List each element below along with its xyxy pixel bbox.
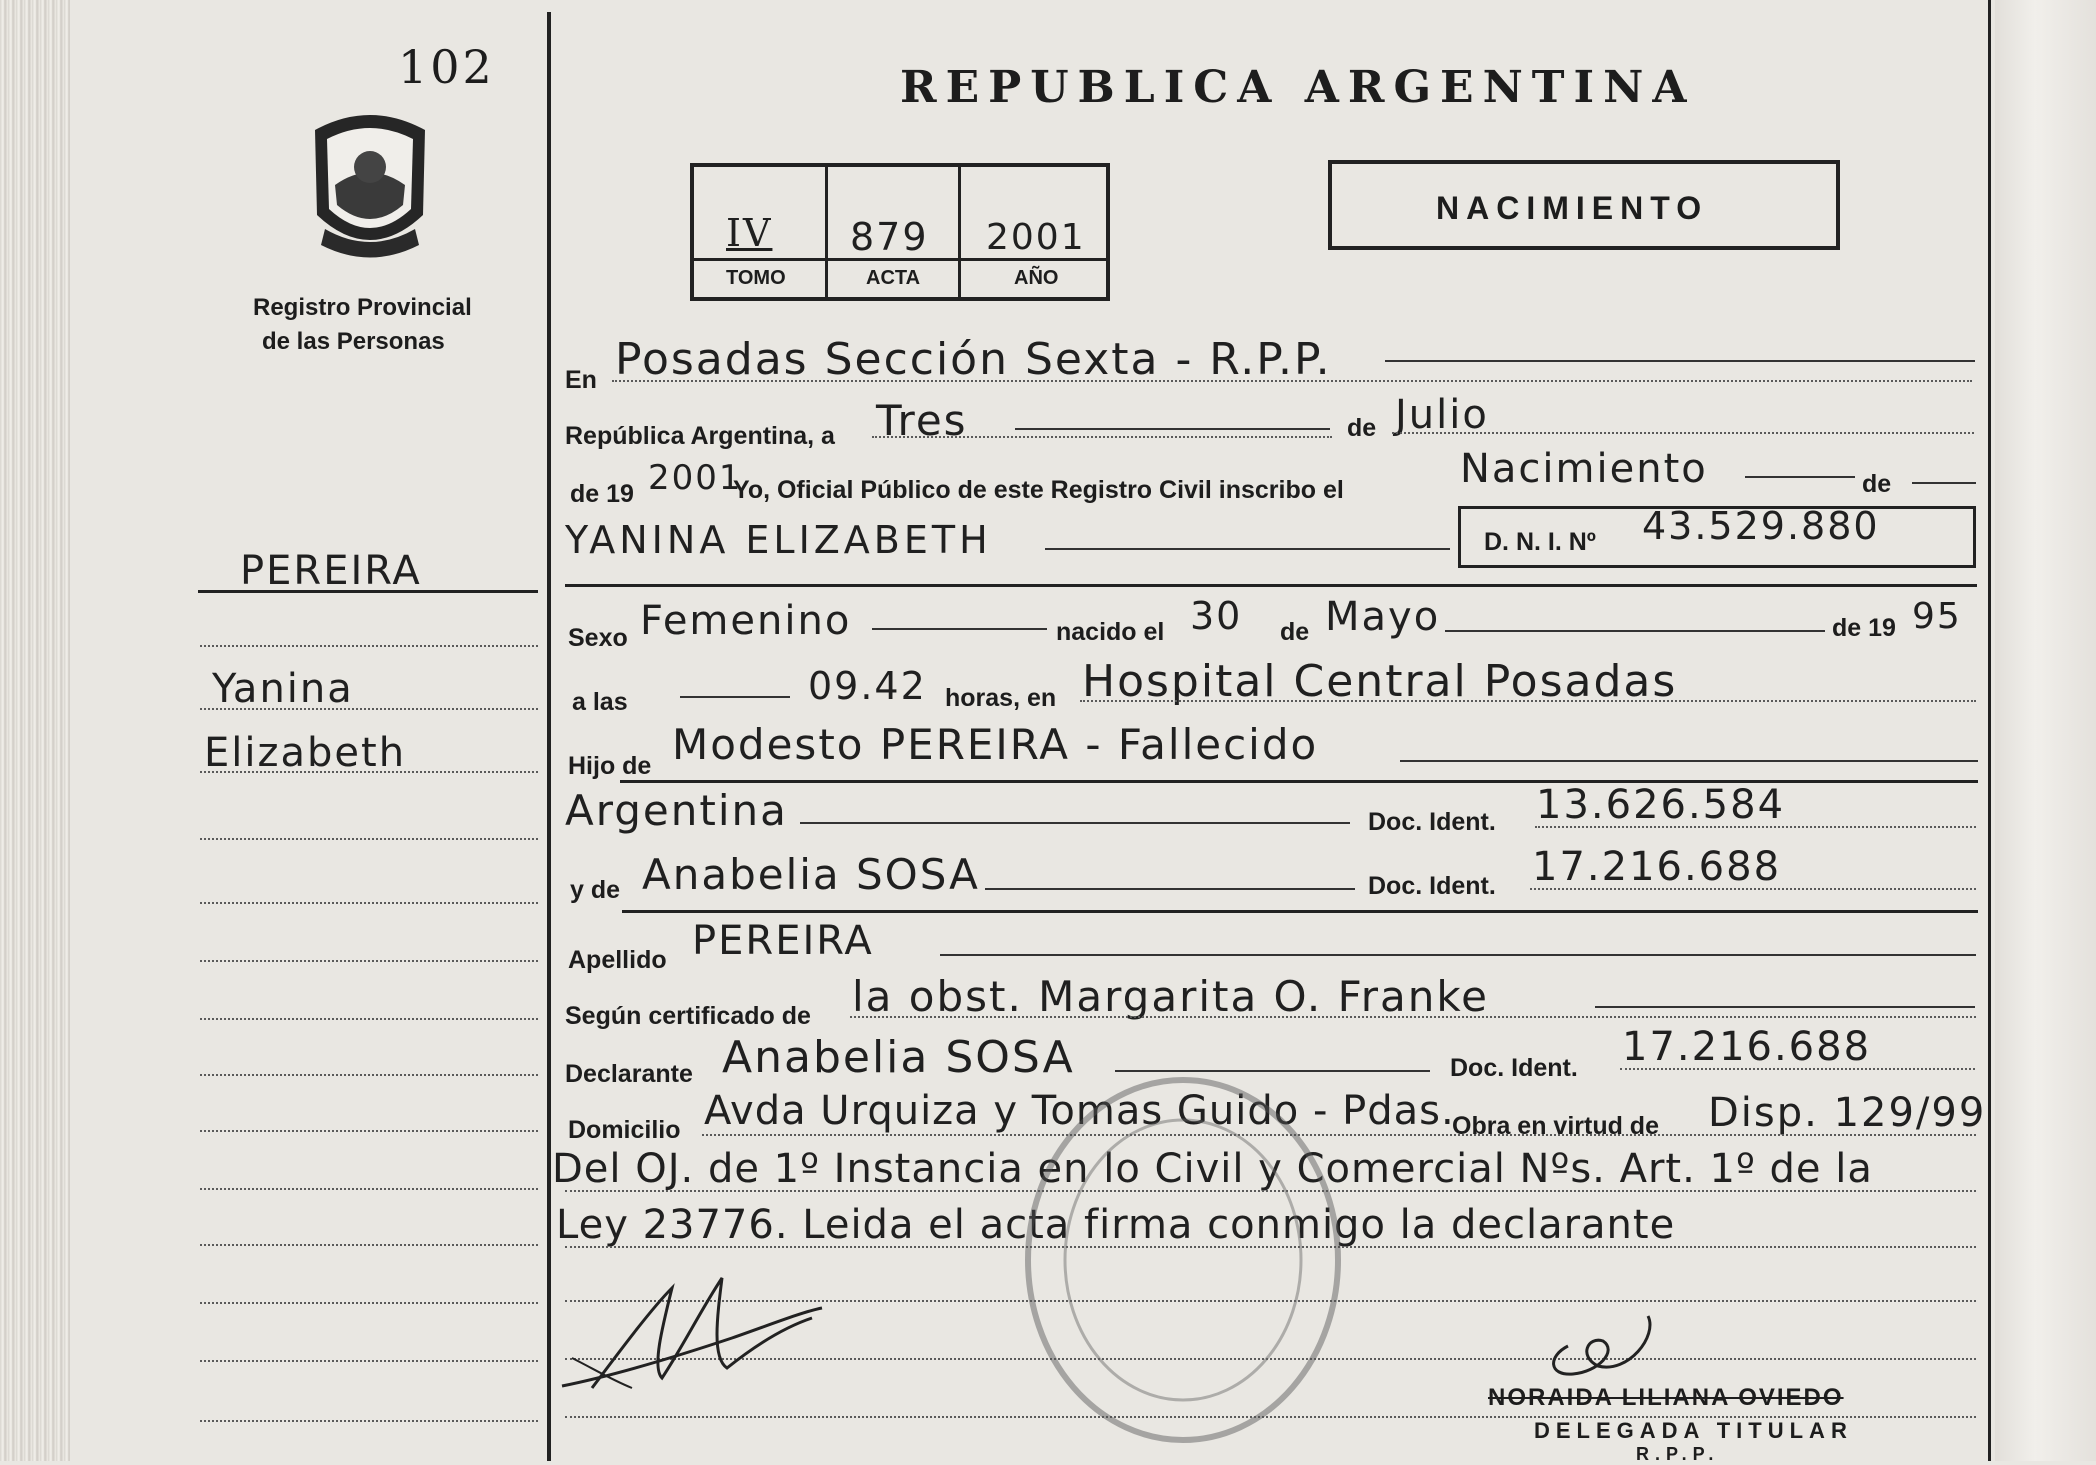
domicilio-value: Avda Urquiza y Tomas Guido - Pdas. (704, 1088, 1455, 1134)
officer-name: NORAIDA LILIANA OVIEDO (1488, 1384, 1844, 1411)
tomo-value: IV (726, 211, 773, 255)
certificado-line (850, 1016, 1976, 1018)
en-label: En (565, 366, 597, 394)
mother-value: Anabelia SOSA (642, 850, 980, 899)
horas-label: horas, en (945, 684, 1057, 712)
doc-label-3: Doc. Ident. (1450, 1054, 1578, 1082)
doc-label-2: Doc. Ident. (1368, 872, 1496, 900)
book-page-edges (0, 0, 70, 1461)
dni-label: D. N. I. Nº (1484, 528, 1596, 556)
place-value: Posadas Sección Sexta - R.P.P. (615, 334, 1332, 385)
margin-surname: PEREIRA (240, 548, 422, 594)
right-border-line (1988, 0, 1991, 1461)
de-label-3: de (1280, 618, 1310, 646)
margin-ruled-line (200, 708, 538, 710)
sexo-value: Femenino (640, 598, 852, 644)
doc-label-1: Doc. Ident. (1368, 808, 1496, 836)
de-fill-line (1912, 482, 1976, 484)
margin-ruled-line (200, 902, 538, 904)
nationality-fill-line (800, 822, 1350, 824)
de-label-2: de (1862, 470, 1892, 498)
birth-year-value: 95 (1912, 596, 1962, 637)
domicilio-label: Domicilio (568, 1116, 681, 1144)
birth-time-value: 09.42 (808, 664, 927, 708)
dni-value: 43.529.880 (1642, 504, 1880, 548)
certificado-fill-line (1595, 1006, 1975, 1008)
margin-ruled-line (200, 771, 538, 773)
month-line (1392, 432, 1974, 434)
place-line (612, 380, 1972, 382)
officer-title: DELEGADA TITULAR (1534, 1418, 1853, 1443)
document-heading: REPUBLICA ARGENTINA (900, 62, 1696, 113)
officer-signature-icon (1528, 1296, 1688, 1386)
certificado-label: Según certificado de (565, 1002, 811, 1030)
apellido-value: PEREIRA (692, 918, 874, 964)
margin-ruled-line (200, 1018, 538, 1020)
birth-day-value: 30 (1190, 594, 1243, 638)
place-fill-line (1385, 360, 1975, 362)
day-line (872, 436, 1332, 438)
alas-label: a las (572, 688, 628, 716)
declarante-doc-value: 17.216.688 (1622, 1024, 1872, 1070)
margin-ruled-line (200, 645, 538, 647)
officer-text: Yo, Oficial Público de este Registro Civil inscribo el (733, 476, 1344, 504)
declarante-label: Declarante (565, 1060, 693, 1088)
acta-label: ACTA (866, 267, 921, 289)
father-nationality-value: Argentina (565, 786, 788, 835)
margin-surname-underline (198, 590, 538, 593)
day-value: Tres (876, 396, 968, 445)
declarant-signature-icon (552, 1268, 832, 1408)
margin-ruled-line (200, 1074, 538, 1076)
birth-place-line (1080, 700, 1976, 702)
apellido-fill-line (940, 954, 1976, 956)
certificado-value: la obst. Margarita O. Franke (852, 972, 1490, 1021)
name-row-underline (565, 584, 1977, 587)
official-stamp-icon (1018, 1070, 1348, 1450)
registry-name-line-1: Registro Provincial (253, 294, 472, 321)
de19-label: de 19 (570, 480, 634, 508)
full-name-value: YANINA ELIZABETH (565, 518, 992, 562)
provincial-seal-icon (295, 105, 445, 265)
year-value: 2001 (648, 458, 743, 498)
father-value: Modesto PEREIRA - Fallecido (672, 720, 1319, 769)
de19-label-2: de 19 (1832, 614, 1896, 642)
yde-label: y de (570, 876, 621, 904)
republica-label: República Argentina, a (565, 422, 835, 450)
father-fill-line (1400, 760, 1978, 762)
sexo-fill-line (872, 628, 1047, 630)
margin-ruled-line (200, 1130, 538, 1132)
month-value: Julio (1395, 392, 1489, 438)
obra-label: Obra en virtud de (1452, 1112, 1659, 1140)
page-right-margin (1995, 0, 2096, 1461)
margin-ruled-line (200, 838, 538, 840)
margin-given-name-1: Yanina (212, 666, 354, 712)
ano-value: 2001 (986, 217, 1086, 258)
nacido-label: nacido el (1056, 618, 1165, 646)
de-label: de (1347, 414, 1377, 442)
note-line-2: Ley 23776. Leida el acta firma conmigo la declarante (556, 1202, 1676, 1248)
sexo-label: Sexo (568, 624, 628, 652)
birth-place-value: Hospital Central Posadas (1082, 656, 1678, 707)
declarante-doc-line (1620, 1068, 1975, 1070)
tomo-label: TOMO (726, 267, 786, 289)
record-reference-box (690, 163, 1110, 301)
event-fill-line (1745, 476, 1855, 478)
acta-value: 879 (850, 215, 929, 259)
margin-ruled-line (200, 1244, 538, 1246)
birth-month-value: Mayo (1325, 594, 1441, 640)
margin-ruled-line (200, 1360, 538, 1362)
note-line-1: Del OJ. de 1º Instancia en lo Civil y Comercial Nºs. Art. 1º de la (552, 1146, 1873, 1192)
mother-doc-line (1530, 888, 1976, 890)
margin-ruled-line (200, 1420, 538, 1422)
day-fill-line (1015, 428, 1330, 430)
obra-value: Disp. 129/99 (1708, 1090, 1987, 1136)
margin-ruled-line (200, 1188, 538, 1190)
margin-divider-line (547, 12, 551, 1461)
event-value: Nacimiento (1460, 446, 1708, 492)
mother-fill-line (985, 888, 1355, 890)
father-doc-line (1535, 826, 1976, 828)
declarante-value: Anabelia SOSA (722, 1032, 1075, 1083)
page-number: 102 (398, 40, 495, 94)
ano-label: AÑO (1014, 267, 1059, 289)
father-doc-value: 13.626.584 (1536, 782, 1786, 828)
registry-name-line-2: de las Personas (262, 328, 445, 355)
mother-row-underline (622, 910, 1978, 913)
record-type: NACIMIENTO (1436, 190, 1709, 226)
apellido-label: Apellido (568, 946, 667, 974)
full-name-fill-line (1045, 548, 1450, 550)
margin-given-name-2: Elizabeth (204, 730, 407, 776)
officer-org: R.P.P. (1636, 1444, 1720, 1464)
margin-ruled-line (200, 960, 538, 962)
birth-month-fill-line (1445, 630, 1825, 632)
margin-ruled-line (200, 1302, 538, 1304)
time-fill-line (680, 696, 790, 698)
hijo-label: Hijo de (568, 752, 652, 780)
mother-doc-value: 17.216.688 (1532, 844, 1782, 890)
